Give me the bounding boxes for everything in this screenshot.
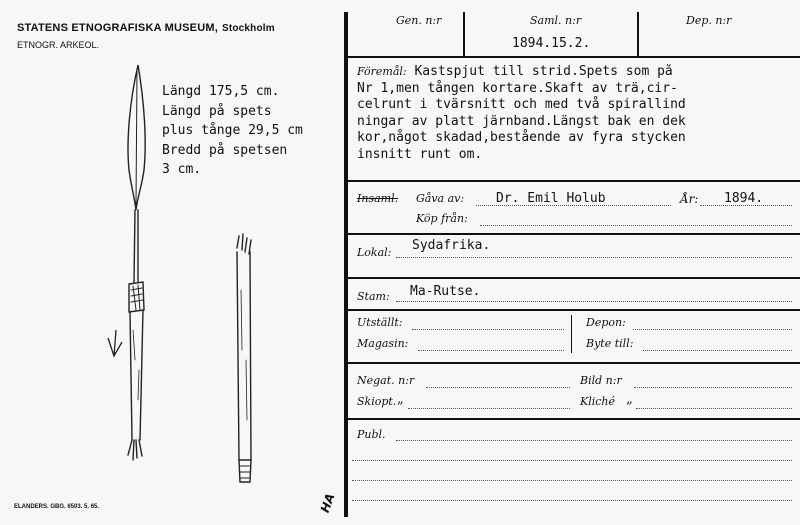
arrow-mark: [108, 330, 122, 356]
measurement-line: Bredd på spetsen: [162, 142, 288, 158]
divider: [463, 12, 465, 56]
dotted-line: [480, 225, 792, 226]
museum-name: STATENS ETNOGRAFISKA MUSEUM,: [17, 22, 218, 34]
dotted-line: [418, 350, 564, 351]
dotted-line: [426, 387, 570, 388]
measurement-line: Längd 175,5 cm.: [162, 84, 280, 99]
divider: [637, 12, 639, 56]
measurement-line: Längd på spets: [162, 103, 272, 119]
depot-label: Depon:: [586, 316, 626, 329]
magazine-label: Magasin:: [357, 337, 409, 350]
department-line: ETNOGR. ARKEOL.: [17, 40, 100, 50]
year-label: År:: [680, 192, 699, 206]
slide-ditto: „: [397, 392, 404, 407]
spear-binding: [129, 282, 144, 312]
section-rule: [348, 362, 800, 364]
negative-number-label: Negat. n:r: [357, 374, 415, 387]
description-label: Föremål:: [357, 65, 407, 78]
spear-butt: [128, 440, 142, 460]
dotted-line: [352, 460, 792, 461]
dotted-line: [636, 408, 792, 409]
year-value: 1894.: [724, 191, 764, 206]
museum-city: Stockholm: [221, 23, 275, 34]
description-line: celrunt i tvärsnitt och med två spirallind: [357, 97, 686, 112]
spear-tang: [134, 210, 138, 282]
dotted-line: [352, 480, 792, 481]
description-line: kor,något skadad,bestående av fyra stycken: [357, 130, 686, 145]
saml-number-value: 1894.15.2.: [512, 36, 591, 51]
dotted-line: [396, 257, 792, 258]
collected-label-struck: Insaml.: [357, 192, 399, 205]
dep-number-label: Dep. n:r: [686, 14, 732, 27]
form-left-border: [344, 12, 348, 517]
purchase-label: Köp från:: [416, 212, 468, 225]
spear-shaft: [130, 310, 143, 440]
divider: [571, 315, 572, 353]
description-block: [357, 64, 797, 163]
measurement-line: plus tånge 29,5 cm: [162, 123, 303, 138]
description-line: ningar av platt järnband.Längst bak en dek: [357, 113, 686, 129]
gen-number-label: Gen. n:r: [396, 14, 442, 27]
museum-header: [17, 22, 275, 34]
section-rule: [348, 277, 800, 279]
section-rule: [348, 418, 800, 420]
dotted-line: [396, 301, 792, 302]
exhibited-label: Utställt:: [357, 316, 403, 329]
picture-number-label: Bild n:r: [580, 374, 622, 387]
handwritten-initials: HA: [317, 491, 338, 515]
dotted-line: [633, 329, 792, 330]
saml-number-label: Saml. n:r: [530, 14, 582, 27]
printer-note: ELANDERS. GBG. 6503. 5. 65.: [14, 504, 100, 510]
description-line: Nr 1,men tången kortare.Skaft av trä,cir-: [357, 80, 678, 96]
cliche-ditto: „: [626, 392, 633, 407]
dotted-line: [643, 350, 792, 351]
gift-value: Dr. Emil Holub: [496, 191, 606, 206]
dotted-line: [412, 329, 564, 330]
dotted-line: [352, 500, 792, 501]
section-rule: [348, 180, 800, 182]
tribe-value: Ma-Rutse.: [410, 284, 481, 299]
slide-label: Skiopt.: [357, 395, 397, 408]
shaft-side-drawing: [225, 230, 265, 490]
locality-value: Sydafrika.: [412, 238, 491, 253]
cliche-label: Kliché: [580, 395, 616, 408]
locality-label: Lokal:: [357, 246, 392, 259]
dotted-line: [408, 408, 570, 409]
dotted-line: [634, 387, 792, 388]
description-line: insnitt runt om.: [357, 146, 483, 162]
exchange-label: Byte till:: [586, 337, 634, 350]
description-line: Kastspjut till strid.Spets som på: [414, 64, 673, 79]
measurements: [162, 82, 303, 180]
section-rule: [348, 233, 800, 235]
dotted-line: [396, 440, 792, 441]
gift-label: Gåva av:: [416, 192, 465, 205]
publication-label: Publ.: [357, 428, 386, 441]
tribe-label: Stam:: [357, 290, 390, 303]
measurement-line: 3 cm.: [162, 162, 202, 177]
section-rule: [348, 309, 800, 311]
